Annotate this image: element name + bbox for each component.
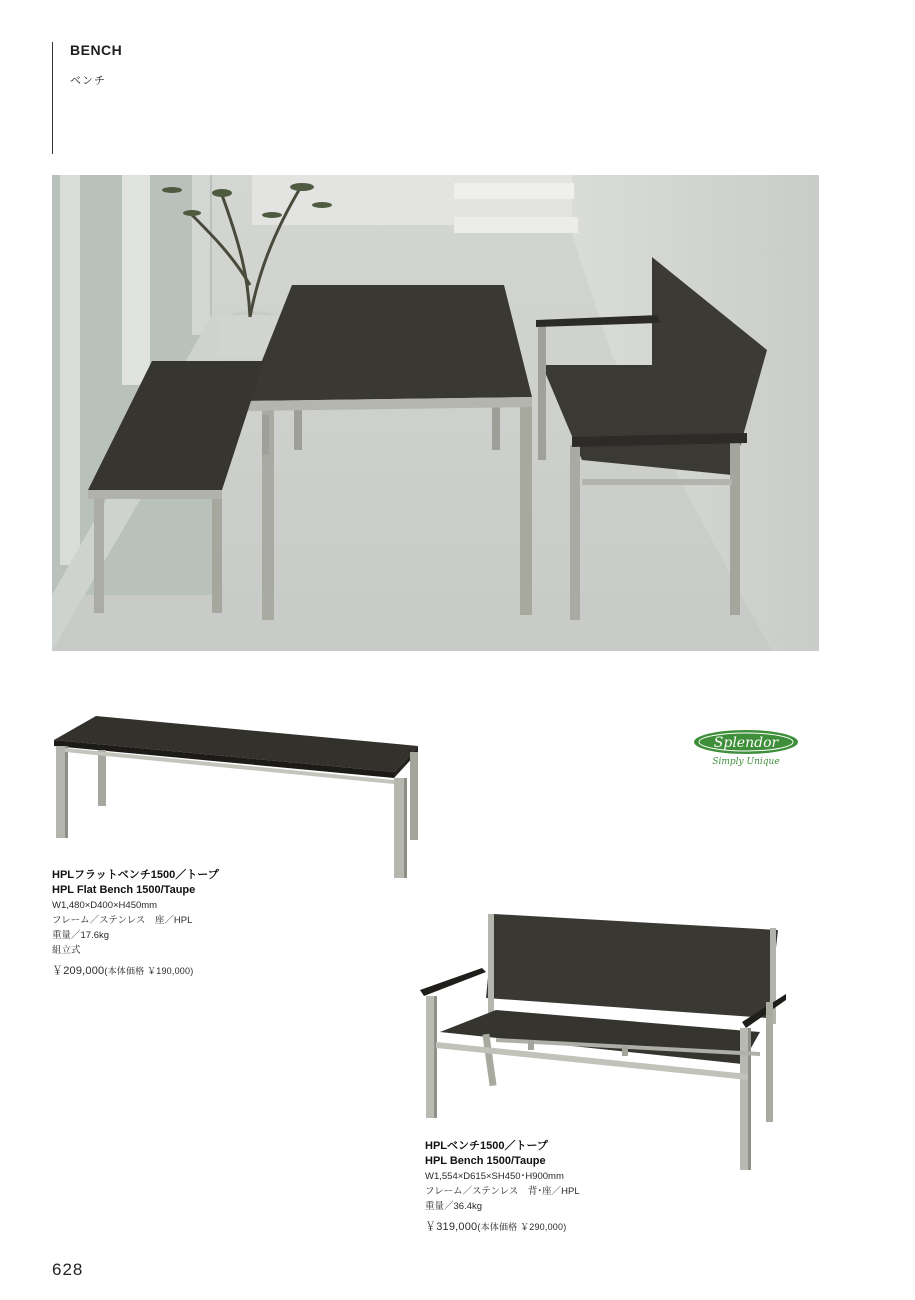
page-header: [52, 42, 352, 154]
back-bench-material: フレーム／ステンレス 背･座／HPL: [425, 1186, 580, 1197]
flat-bench-weight: 重量／17.6kg: [52, 930, 110, 941]
hero-photo: [52, 175, 819, 651]
flat-bench-price-detail: (本体価格 ￥190,000): [104, 966, 194, 976]
back-bench-price-detail: (本体価格 ￥290,000): [477, 1222, 567, 1232]
flat-bench-spec: [52, 868, 312, 979]
back-bench-weight: 重量／36.4kg: [425, 1201, 483, 1212]
flat-bench-size: W1,480×D400×H450mm: [52, 900, 158, 911]
splendor-logo: [690, 728, 802, 772]
back-bench-spec: [425, 1139, 685, 1235]
back-bench-image: [412, 906, 792, 1174]
flat-bench-name-en: HPL Flat Bench 1500/Taupe: [52, 884, 196, 896]
flat-bench-price-value: ￥209,000: [52, 965, 105, 977]
back-bench-name-en: HPL Bench 1500/Taupe: [425, 1155, 546, 1167]
svg-text:Simply Unique: Simply Unique: [712, 757, 780, 767]
back-bench-price-value: ￥319,000: [425, 1221, 478, 1233]
flat-bench-price: [52, 964, 312, 979]
svg-text:Splendor: Splendor: [713, 735, 779, 751]
flat-bench-name-jp: HPLフラットベンチ1500／トープ: [52, 869, 219, 881]
page-subtitle: ベンチ: [70, 75, 106, 87]
page-number: 628: [52, 1260, 84, 1279]
back-bench-size: W1,554×D615×SH450･H900mm: [425, 1171, 564, 1182]
back-bench-price: [425, 1220, 685, 1235]
page-title: BENCH: [70, 42, 123, 58]
flat-bench-note: 組立式: [52, 945, 81, 956]
flat-bench-material: フレーム／ステンレス 座／HPL: [52, 915, 193, 926]
flat-bench-image: [52, 710, 422, 885]
back-bench-name-jp: HPLベンチ1500／トープ: [425, 1140, 548, 1152]
